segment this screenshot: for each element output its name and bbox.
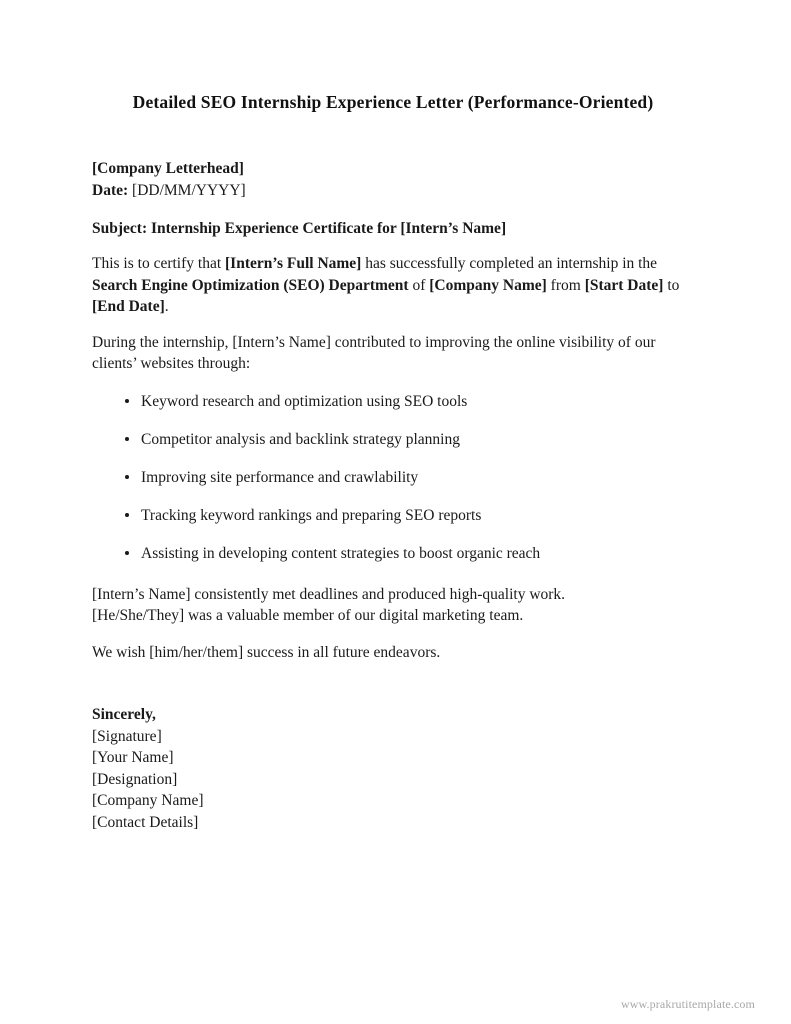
subject-line: Subject: Internship Experience Certificate for [Intern’s Name] <box>92 220 507 237</box>
contact-details-placeholder: [Contact Details] <box>92 813 199 831</box>
list-item-label: Improving site performance and crawlability <box>141 468 419 486</box>
list-item <box>92 543 694 564</box>
letterhead-block <box>92 158 694 201</box>
certify-paragraph <box>92 253 694 318</box>
date-value: [DD/MM/YYYY] <box>132 181 246 199</box>
designation-placeholder: [Designation] <box>92 770 178 788</box>
bullet-dot-icon <box>125 475 129 479</box>
certify-text-5: to <box>663 276 680 294</box>
date-line <box>92 180 694 202</box>
letter-body <box>92 158 694 833</box>
company-letterhead-line: [Company Letterhead] <box>92 160 244 177</box>
signature-placeholder: [Signature] <box>92 727 162 745</box>
bullet-dot-icon <box>125 513 129 517</box>
page-title: Detailed SEO Internship Experience Letter (Performance-Oriented) <box>132 92 654 112</box>
bullet-dot-icon <box>125 399 129 403</box>
list-item <box>92 505 694 526</box>
performance-paragraph <box>92 584 694 627</box>
signature-block <box>92 704 694 833</box>
intern-full-name-placeholder: [Intern’s Full Name] <box>225 255 362 272</box>
footer-watermark-url: www.prakrutitemplate.com <box>620 997 755 1011</box>
signature-company-name: [Company Name] <box>92 792 204 809</box>
responsibilities-list <box>92 391 694 564</box>
end-date-placeholder: [End Date] <box>92 298 165 315</box>
certify-text-1: This is to certify that <box>92 255 226 272</box>
signature-salutation: Sincerely, <box>92 706 156 723</box>
start-date-placeholder: [Start Date] <box>584 276 664 294</box>
list-item <box>92 467 694 488</box>
certify-text-6: . <box>164 298 169 315</box>
during-internship-paragraph: During the internship, [Intern’s Name] contributed to improving the online visibility of our clients’ websites through: <box>92 333 656 372</box>
list-item-label: Tracking keyword rankings and preparing SEO reports <box>141 506 482 524</box>
company-name-placeholder: [Company Name] <box>429 276 547 294</box>
list-item-label: Keyword research and optimization using SEO tools <box>141 392 468 410</box>
wish-paragraph: We wish [him/her/them] success in all future endeavors. <box>92 643 441 661</box>
certify-text-4: from <box>546 276 585 294</box>
certify-text-3: of <box>408 276 430 294</box>
list-item-label: Competitor analysis and backlink strategy planning <box>141 430 460 448</box>
performance-line-1: [Intern’s Name] consistently met deadlines and produced high-quality work. <box>92 585 566 603</box>
bullet-dot-icon <box>125 551 129 555</box>
list-item-label: Assisting in developing content strategies to boost organic reach <box>141 544 541 562</box>
your-name-placeholder: [Your Name] <box>92 749 174 766</box>
department-name: Search Engine Optimization (SEO) Department <box>92 276 409 294</box>
list-item <box>92 429 694 450</box>
bullet-dot-icon <box>125 437 129 441</box>
performance-line-2: [He/She/They] was a valuable member of our digital marketing team. <box>92 607 524 624</box>
list-item <box>92 391 694 412</box>
date-label: Date: <box>92 181 129 199</box>
certify-text-2: has successfully completed an internship in the <box>361 255 658 272</box>
